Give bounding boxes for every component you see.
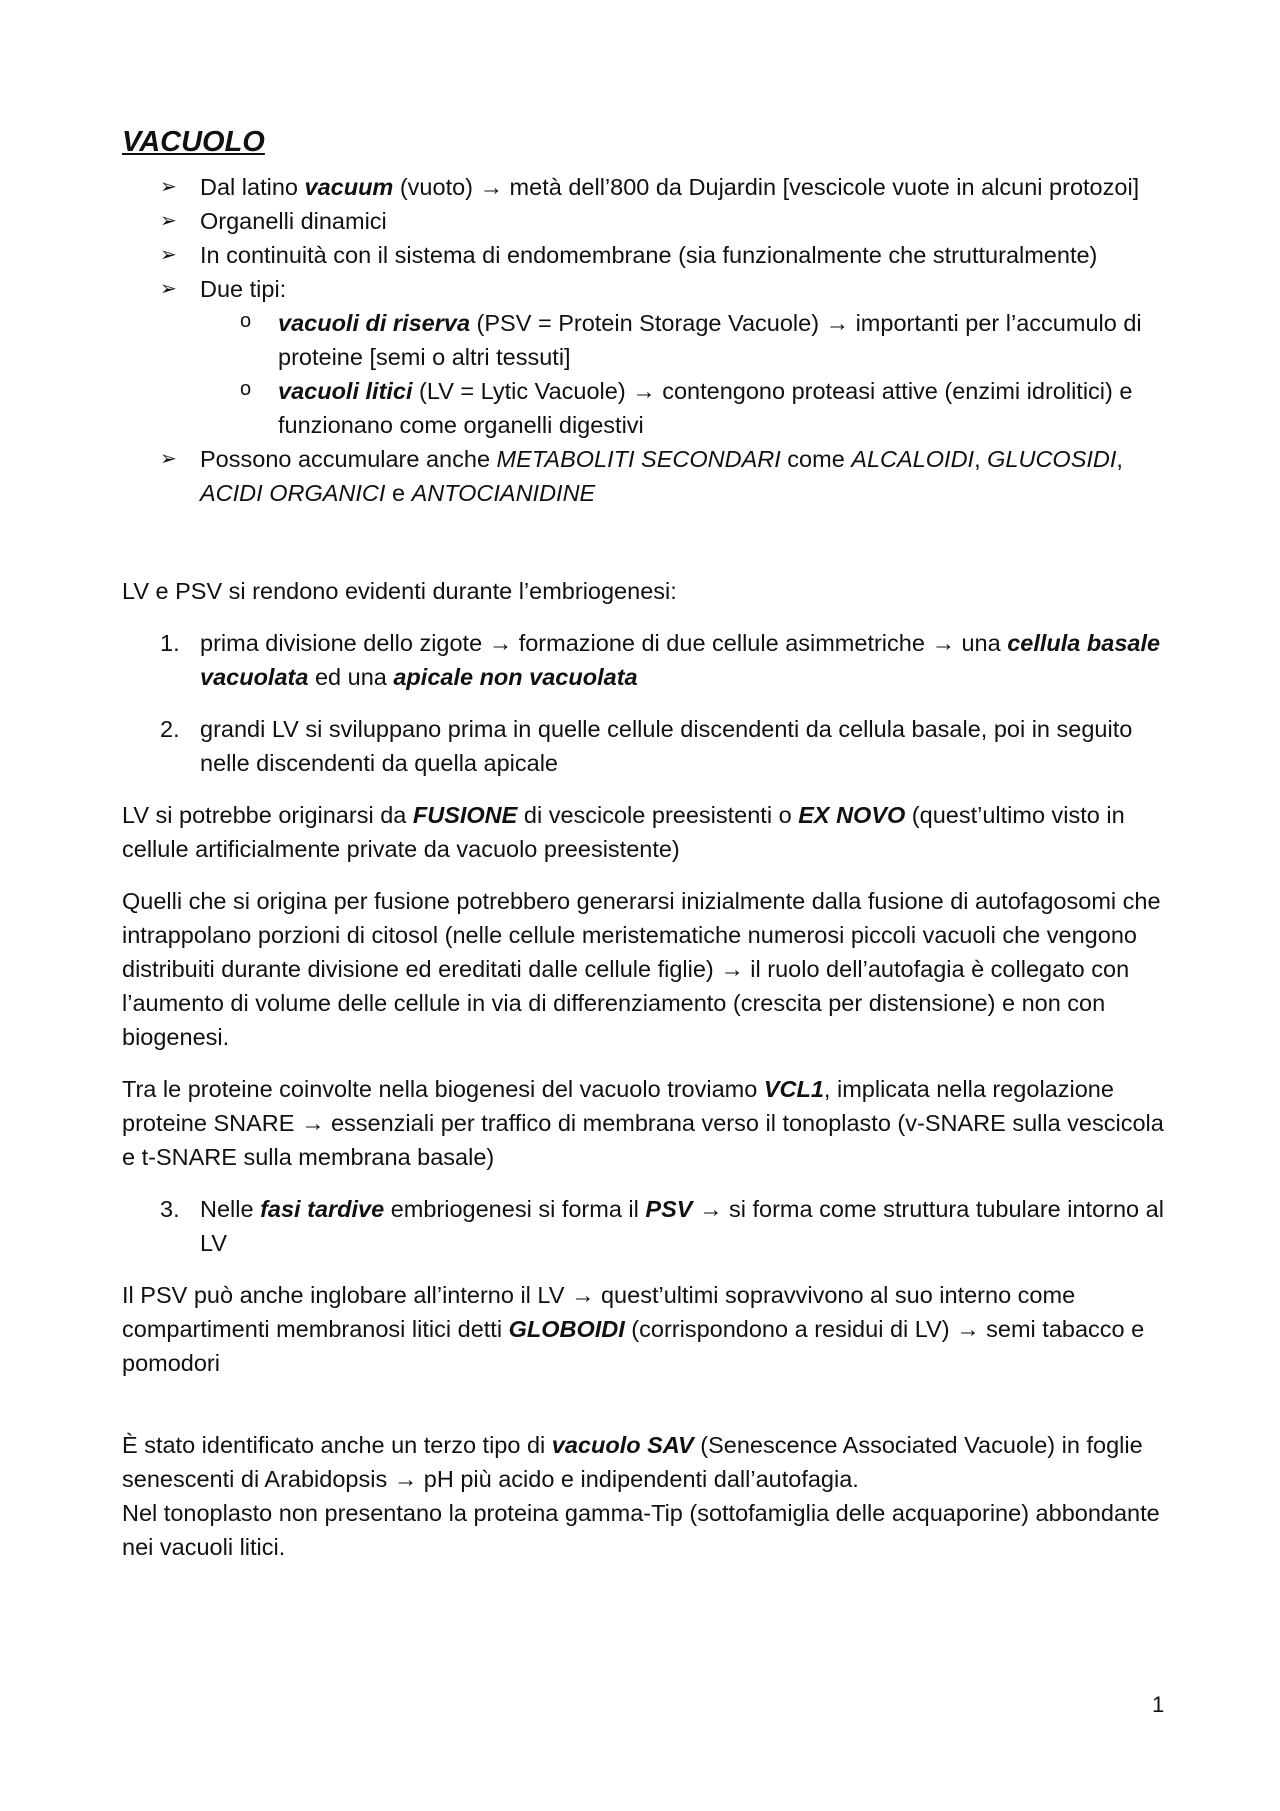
text-run: e [385,480,412,506]
emphasis-text: METABOLITI SECONDARI [496,446,781,472]
page-number: 1 [1152,1692,1165,1717]
bullet-list [122,170,1172,510]
text-run: , [1116,446,1123,472]
paragraph [122,884,1172,1054]
text-run: È stato identificato anche un terzo tipo di [122,1432,552,1458]
text-run: Nelle [200,1196,261,1222]
emphasis-text: apicale non vacuolata [393,664,638,690]
list-item [160,272,1172,442]
text-run: LV e PSV si rendono evidenti durante l’embriogenesi: [122,578,677,604]
arrowhead-bullet-icon: ➢ [160,244,177,266]
emphasis-text: fasi tardive [260,1196,385,1222]
circle-bullet-icon: o [240,310,252,332]
list-item [160,204,1172,238]
page-title: VACUOLO [122,126,265,158]
text-run: Dal latino [200,174,305,200]
arrowhead-bullet-icon: ➢ [160,210,177,232]
text-run: (PSV = Protein Storage Vacuole) → importanti per l’accumulo di proteine [semi o altri tessuti] [278,310,1142,370]
emphasis-text: ANTOCIANIDINE [411,480,596,506]
item-number: 1. [160,630,180,656]
text-run: embriogenesi si forma il [384,1196,646,1222]
emphasis-text: VCL1 [763,1076,824,1102]
emphasis-text: GLUCOSIDI [987,446,1117,472]
text-run: Nel tonoplasto non presentano la proteina gamma-Tip (sottofamiglia delle acquaporine) abbondante nei vacuoli litici. [122,1500,1160,1560]
text-run: prima divisione dello zigote → formazione di due cellule asimmetriche → una [200,630,1008,656]
emphasis-text: ACIDI ORGANICI [200,480,386,506]
text-run: (vuoto) → metà dell’800 da Dujardin [vescicole vuote in alcuni protozoi] [393,174,1140,200]
emphasis-text: GLOBOIDI [508,1316,625,1342]
arrowhead-bullet-icon: ➢ [160,176,177,198]
text-run: (quest’ultimo visto in cellule artificialmente private da vacuolo preesistente) [122,802,1125,862]
paragraph [122,1278,1172,1380]
emphasis-text: PSV [645,1196,693,1222]
numbered-list-a [122,626,1172,780]
text-run: Il PSV può anche inglobare all’interno il LV → quest’ultimi sopravvivono al suo interno come compartimenti membranosi litici detti [122,1282,1076,1342]
list-item [160,238,1172,272]
emphasis-text: vacuum [304,174,394,200]
item-number: 2. [160,716,180,742]
numbered-item [160,712,1172,780]
emphasis-text: cellula basale vacuolata [200,630,1161,690]
text-run: come [780,446,852,472]
text-run: Tra le proteine coinvolte nella biogenesi del vacuolo troviamo [122,1076,764,1102]
text-run: , [974,446,988,472]
list-item [160,442,1172,510]
text-run: In continuità con il sistema di endomembrane (sia funzionalmente che strutturalmente) [200,242,1098,268]
text-run: di vescicole preesistenti o [517,802,799,828]
text-run: (LV = Lytic Vacuole) → contengono proteasi attive (enzimi idrolitici) e funzionano come organelli digestivi [278,378,1133,438]
text-run: Quelli che si origina per fusione potrebbero generarsi inizialmente dalla fusione di autofagosomi che intrappolano porzioni di citosol (nelle cellule meristematiche numerosi piccoli vacuoli che vengono distribuiti durante divisione ed ereditati dalle cellule figlie) → il ruolo dell’autofagia è collegato con l’aumento di volume delle cellule in via di differenziamento (crescita per distensione) e non con biogenesi. [122,888,1161,1050]
text-run: → si forma come struttura tubulare intorno al LV [200,1196,1164,1256]
item-number: 3. [160,1196,180,1222]
paragraph [122,798,1172,866]
text-run: ed una [308,664,394,690]
text-run: Organelli dinamici [200,208,387,234]
text-run: , implicata nella regolazione proteine SNARE → essenziali per traffico di membrana verso il tonoplasto (v-SNARE sulla vescicola e t-SNARE sulla membrana basale) [122,1076,1164,1170]
text-run: (Senescence Associated Vacuole) in foglie senescenti di Arabidopsis → pH più acido e indipendenti dall’autofagia. [122,1432,1143,1492]
text-run: (corrispondono a residui di LV) → semi tabacco e pomodori [122,1316,1145,1376]
sub-list-item [240,374,1172,442]
numbered-item [160,626,1172,694]
list-item [160,170,1172,204]
paragraph-intro [122,574,1172,608]
arrowhead-bullet-icon: ➢ [160,278,177,300]
emphasis-text: vacuolo SAV [551,1432,694,1458]
emphasis-text: FUSIONE [412,802,518,828]
numbered-list-b [122,1192,1172,1260]
text-run: grandi LV si sviluppano prima in quelle cellule discendenti da cellula basale, poi in seguito nelle discendenti da quella apicale [200,716,1133,776]
paragraph [122,1072,1172,1174]
emphasis-text: vacuoli di riserva [278,310,471,336]
emphasis-text: EX NOVO [798,802,906,828]
sub-bullet-list [200,306,1172,442]
text-run: LV si potrebbe originarsi da [122,802,413,828]
sav-paragraph [122,1496,1172,1564]
sav-paragraph [122,1428,1172,1496]
emphasis-text: vacuoli litici [278,378,413,404]
sub-list-item [240,306,1172,374]
text-run: Possono accumulare anche [200,446,497,472]
arrowhead-bullet-icon: ➢ [160,448,177,470]
emphasis-text: ALCALOIDI [851,446,975,472]
document-page [122,120,1172,1564]
circle-bullet-icon: o [240,378,252,400]
numbered-item [160,1192,1172,1260]
text-run: Due tipi: [200,276,287,302]
